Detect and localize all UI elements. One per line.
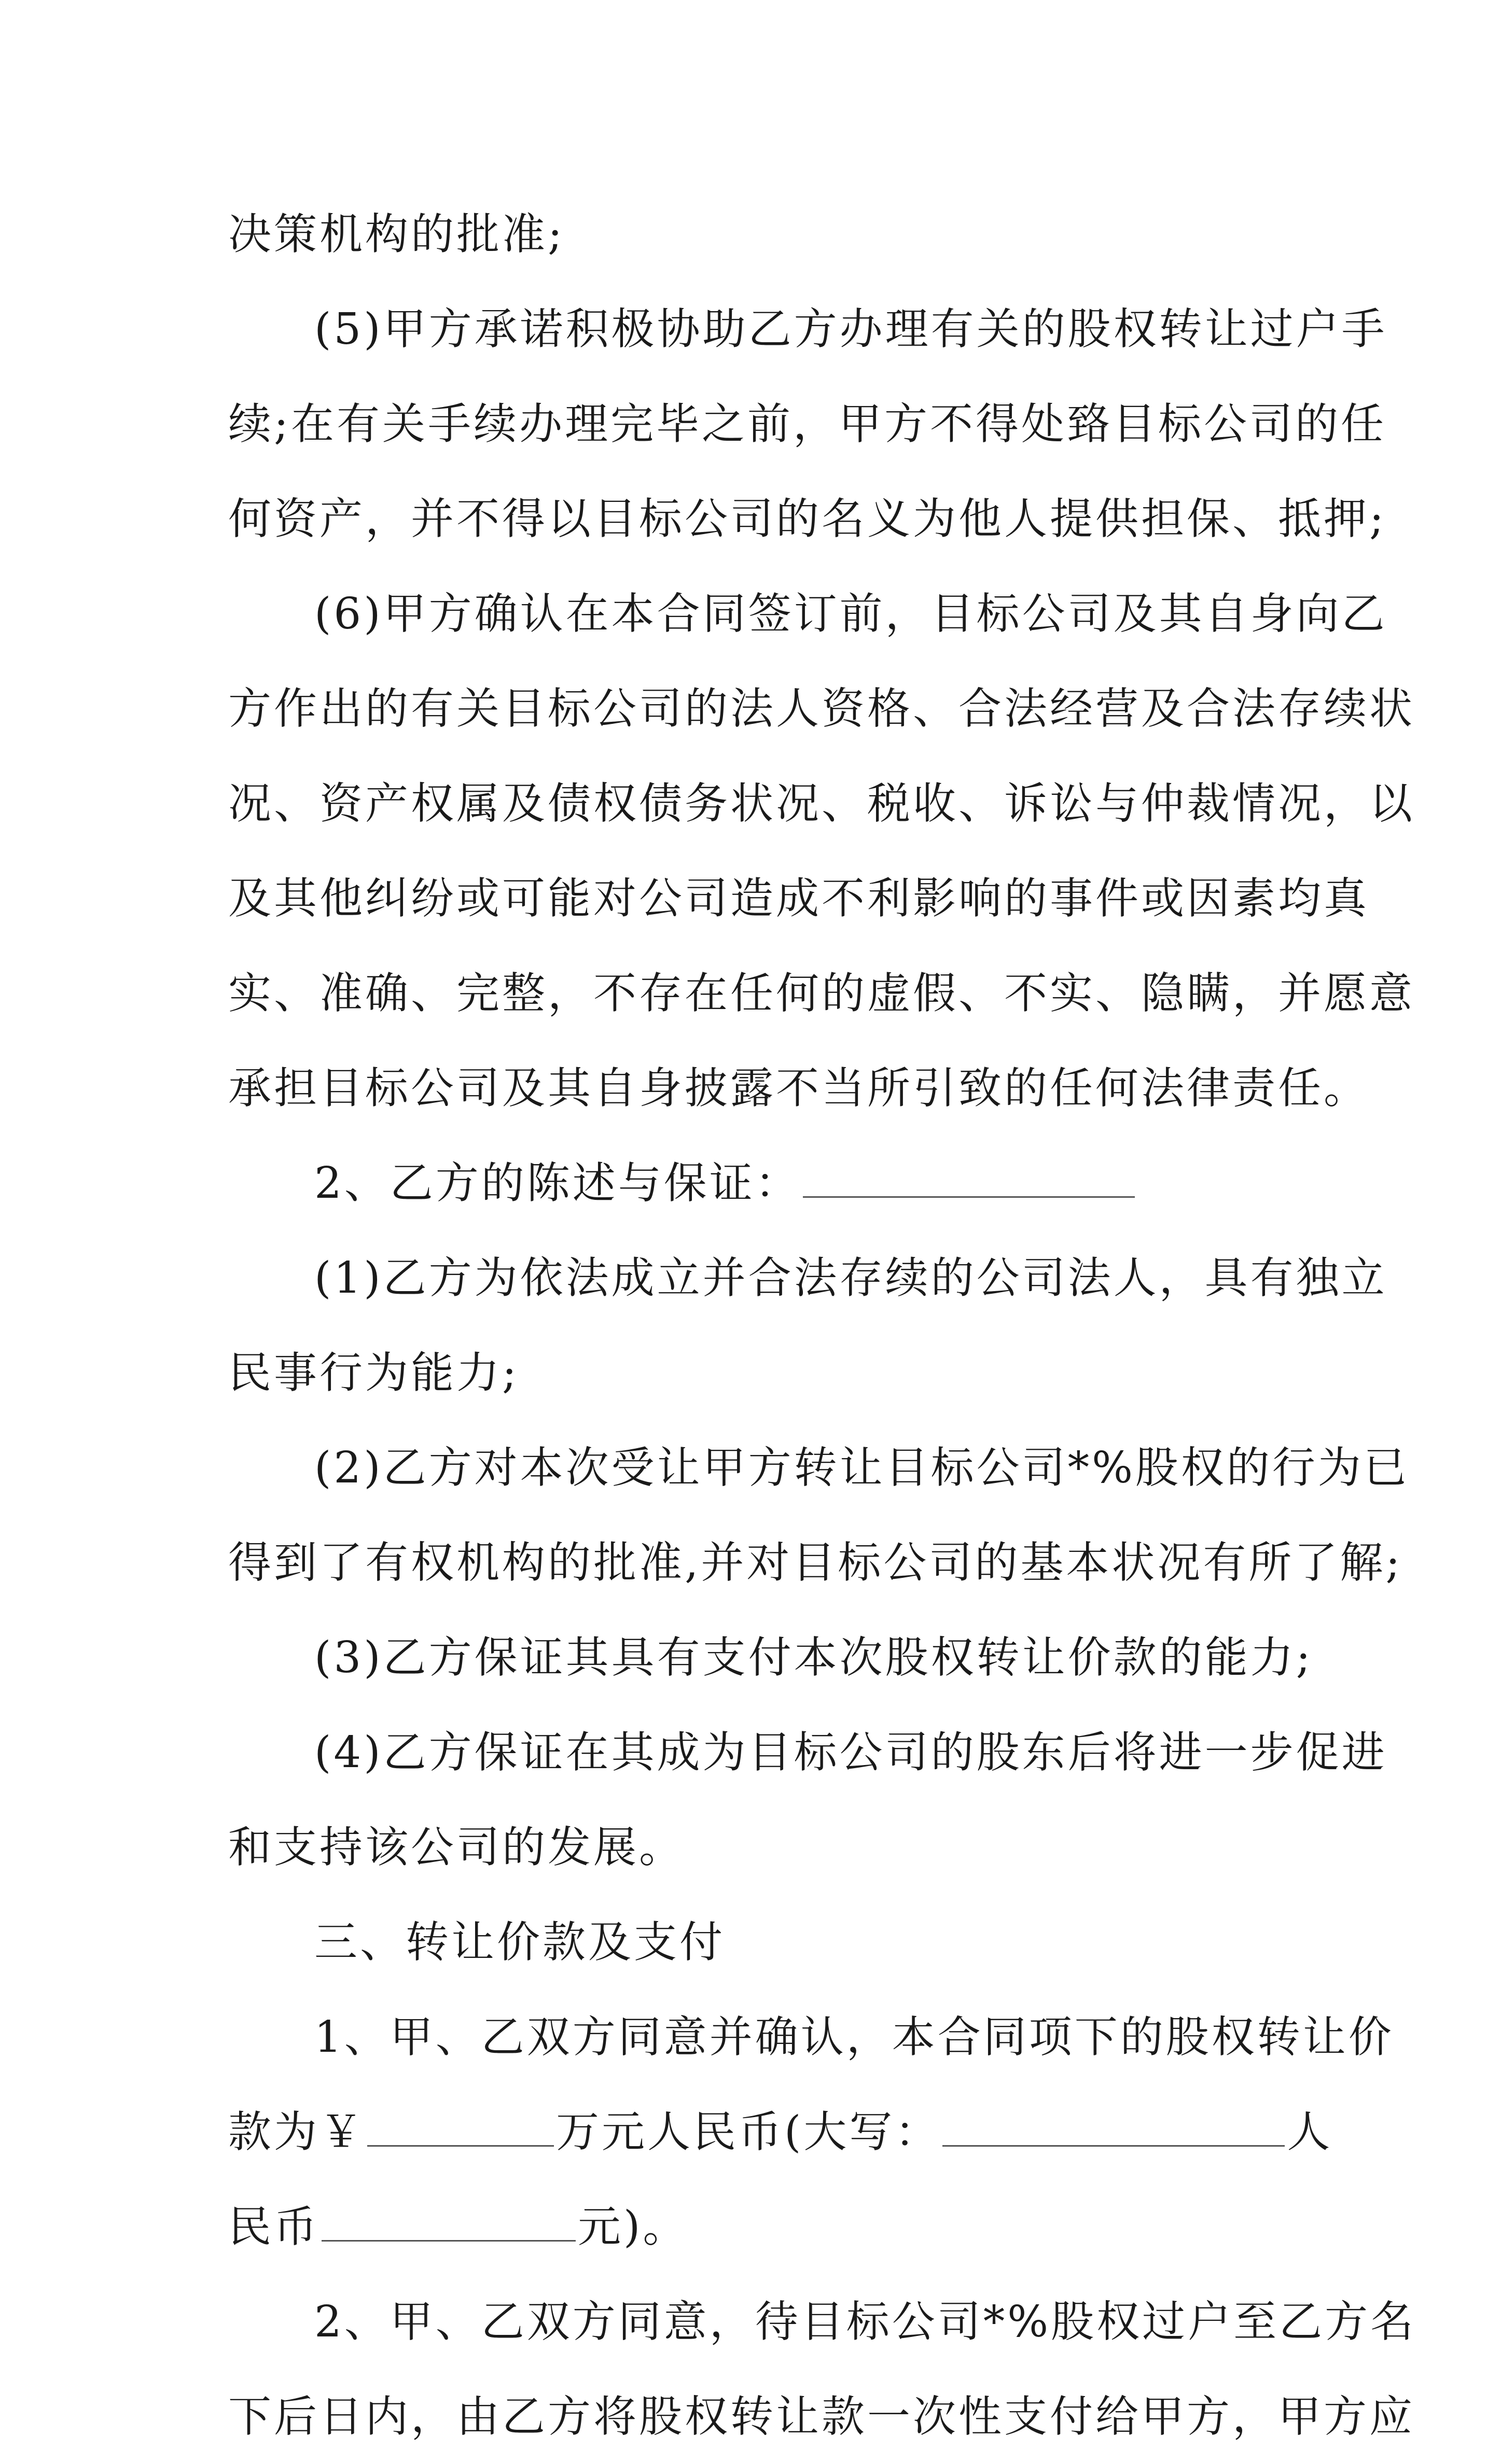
text-line: 2、甲、乙双方同意，待目标公司*%股权过户至乙方名	[314, 2297, 1416, 2347]
section-heading-price: 三、转让价款及支付	[314, 1917, 725, 1967]
text-line: 承担目标公司及其自身披露不当所引致的任何法律责任。	[228, 1063, 1369, 1113]
text-line: 况、资产权属及债权债务状况、税收、诉讼与仲裁情况，以	[228, 778, 1415, 829]
text-line: 得到了有权机构的批准,并对目标公司的基本状况有所了解;	[228, 1537, 1403, 1588]
text-line: (3)乙方保证其具有支付本次股权转让价款的能力;	[314, 1632, 1313, 1683]
text-line: 民事行为能力;	[228, 1348, 519, 1398]
document-body	[228, 187, 1416, 2464]
price-uppercase-blank[interactable]	[942, 2108, 1285, 2147]
price-prefix: 款为￥	[228, 2107, 365, 2157]
currency-label: 民币	[228, 2202, 319, 2252]
text-line: (5)甲方承诺积极协助乙方办理有关的股权转让过户手	[314, 304, 1387, 354]
text-line	[228, 2179, 1281, 2274]
text-line: 1、甲、乙双方同意并确认，本合同项下的股权转让价	[314, 2012, 1394, 2062]
price-unit: 万元人民币(大写：	[556, 2107, 941, 2157]
text-line: 何资产，并不得以目标公司的名义为他人提供担保、抵押;	[228, 494, 1386, 544]
price-suffix: 人	[1287, 2107, 1333, 2157]
text-line: 决策机构的批准;	[228, 209, 565, 259]
text-line: 续;在有关手续办理完毕之前，甲方不得处臵目标公司的任	[228, 399, 1386, 449]
text-line: 下后日内，由乙方将股权转让款一次性支付给甲方，甲方应	[228, 2391, 1415, 2442]
text-line: 和支持该公司的发展。	[228, 1822, 685, 1872]
text-line: (6)甲方确认在本合同签订前，目标公司及其自身向乙	[314, 589, 1387, 639]
fill-blank[interactable]	[803, 1159, 1135, 1198]
text-line: (1)乙方为依法成立并合法存续的公司法人，具有独立	[314, 1253, 1387, 1303]
text-line: (2)乙方对本次受让甲方转让目标公司*%股权的行为已	[314, 1443, 1409, 1493]
section-heading-party-b: 2、乙方的陈述与保证：	[314, 1158, 801, 1208]
text-line: (4)乙方保证在其成为目标公司的股东后将进一步促进	[314, 1727, 1387, 1777]
yuan-amount-blank[interactable]	[322, 2203, 576, 2242]
text-line: 实、准确、完整，不存在任何的虚假、不实、隐瞒，并愿意	[228, 968, 1415, 1018]
text-line	[228, 1136, 1281, 1230]
price-amount-blank[interactable]	[367, 2108, 554, 2147]
text-line: 方作出的有关目标公司的法人资格、合法经营及合法存续状	[228, 683, 1415, 734]
text-line: 及其他纠纷或可能对公司造成不利影响的事件或因素均真	[228, 873, 1369, 923]
yuan-suffix: 元)。	[578, 2202, 689, 2252]
text-line	[228, 2084, 1333, 2179]
